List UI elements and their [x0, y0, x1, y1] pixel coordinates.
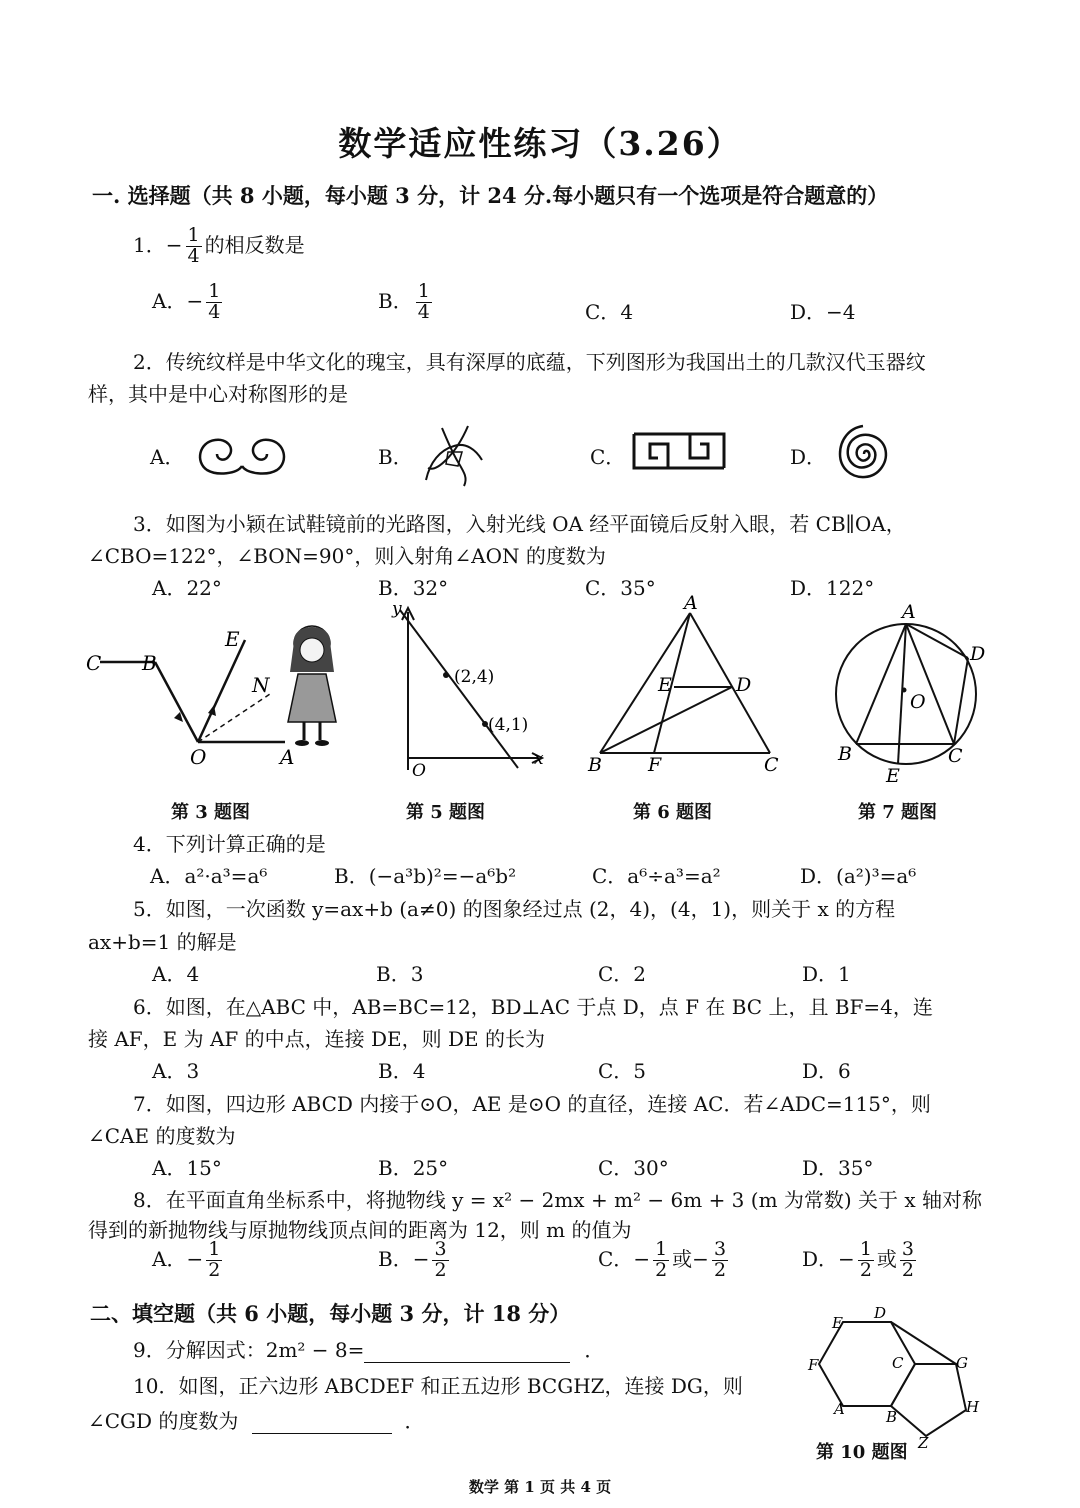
pattern-d-image — [833, 420, 895, 486]
q7-option-c[interactable]: C．30° — [598, 1156, 669, 1180]
option-text: −4 — [826, 300, 856, 324]
option-label: C． — [598, 1246, 634, 1271]
q3-option-a[interactable]: A．22° — [152, 576, 222, 600]
fig7-label-b: B — [838, 743, 852, 765]
fraction-numerator: 1 — [208, 280, 221, 302]
fig5-label-point-b: (4,1) — [488, 715, 529, 735]
option-label: D． — [790, 300, 827, 324]
question-3-line-1: 3．如图为小颖在试鞋镜前的光路图，入射光线 OA 经平面镜后反射入眼，若 CB∥OA， — [133, 512, 906, 536]
figure-3-diagram — [80, 612, 350, 787]
fig3-label-n: N — [252, 673, 270, 697]
figure-10-diagram — [806, 1302, 986, 1452]
q8-option-c[interactable] — [598, 1240, 731, 1281]
option-label: A． — [152, 288, 187, 313]
figure-7-caption: 第 7 题图 — [858, 802, 938, 823]
option-text: 4 — [620, 300, 634, 324]
figure-3-caption: 第 3 题图 — [171, 802, 251, 823]
q8-option-b[interactable] — [378, 1240, 452, 1281]
fig7-chord-ad — [906, 624, 968, 658]
fraction-numerator: 1 — [859, 1238, 872, 1260]
option-label: A． — [152, 1246, 187, 1271]
figure-5-diagram — [378, 600, 553, 785]
fig10-label-c: C — [892, 1354, 904, 1372]
question-7-line-2: ∠CAE 的度数为 — [88, 1124, 236, 1148]
q1-option-b[interactable] — [378, 282, 435, 323]
fraction-denominator: 2 — [859, 1258, 872, 1281]
question-1-minus: − — [165, 232, 183, 257]
question-1-text: 的相反数是 — [204, 232, 305, 257]
fig10-label-z: Z — [918, 1434, 929, 1452]
page-footer: 数学 第 1 页 共 4 页 — [468, 1478, 612, 1496]
question-9-stem — [133, 1334, 604, 1363]
q6-option-d[interactable]: D．6 — [802, 1059, 851, 1083]
pattern-a-image — [195, 432, 290, 478]
fig10-label-e: E — [832, 1314, 843, 1332]
fig5-point-2-4 — [443, 672, 449, 678]
q5-option-c[interactable]: C．2 — [598, 962, 647, 986]
option-label: C． — [585, 300, 621, 324]
fig6-side-ab — [600, 613, 690, 753]
question-8-line-2: 得到的新抛物线与原抛物线顶点间的距离为 12，则 m 的值为 — [88, 1218, 632, 1242]
fig7-label-d: D — [970, 643, 986, 665]
question-9-text: 9．分解因式：2m² − 8= — [133, 1338, 365, 1362]
fig6-label-f: F — [648, 754, 662, 776]
fig10-label-g: G — [956, 1354, 968, 1372]
q6-option-b[interactable]: B．4 — [378, 1059, 426, 1083]
option-label: B． — [378, 288, 413, 313]
fraction-denominator: 2 — [655, 1258, 668, 1281]
question-1-stem — [133, 226, 305, 267]
q7-option-b[interactable]: B．25° — [378, 1156, 449, 1180]
fig10-label-d: D — [874, 1304, 887, 1322]
question-2-line-1: 2．传统纹样是中华文化的瑰宝，具有深厚的底蕴，下列图形为我国出土的几款汉代玉器纹 — [133, 350, 926, 374]
option-sign: − — [692, 1246, 709, 1271]
fig5-label-x: x — [534, 749, 544, 769]
fig7-label-a: A — [902, 601, 916, 623]
fig6-label-b: B — [588, 754, 602, 776]
question-10-line-2 — [88, 1405, 424, 1434]
q2-option-a[interactable]: A． — [150, 445, 185, 469]
question-1-fraction — [186, 226, 202, 267]
option-sign: − — [186, 288, 204, 313]
q7-option-a[interactable]: A．15° — [152, 1156, 222, 1180]
fig10-label-a: A — [834, 1400, 845, 1418]
fig5-label-point-a: (2,4) — [454, 667, 495, 687]
question-5-line-2: ax+b=1 的解是 — [88, 930, 237, 954]
fig7-label-e: E — [886, 765, 900, 787]
fig5-label-y: y — [392, 600, 402, 619]
q7-option-d[interactable]: D．35° — [802, 1156, 874, 1180]
question-5-line-1: 5．如图，一次函数 y=ax+b (a≠0) 的图象经过点 (2，4)，(4，1)，则关于 x 的方程 — [133, 897, 896, 921]
q4-option-a[interactable]: A．a²·a³=a⁶ — [150, 864, 268, 888]
fraction-numerator: 1 — [187, 224, 200, 246]
q4-option-b[interactable]: B．(−a³b)²=−a⁶b² — [334, 864, 517, 888]
fraction-numerator: 3 — [713, 1238, 727, 1260]
fig10-label-f: F — [808, 1356, 819, 1374]
fig10-label-b: B — [886, 1408, 898, 1426]
fig5-function-line — [400, 610, 518, 768]
question-6-line-1: 6．如图，在△ABC 中，AB=BC=12，BD⊥AC 于点 D，点 F 在 BC 上，且 BF=4，连 — [133, 995, 933, 1019]
fig6-label-a: A — [684, 595, 698, 614]
option-join-word: 或 — [672, 1246, 693, 1271]
fraction-denominator: 4 — [208, 300, 221, 323]
figure-7-diagram — [820, 598, 1000, 790]
fig3-label-b: B — [142, 651, 157, 675]
option-label: D． — [802, 1246, 839, 1271]
fraction-numerator: 1 — [655, 1238, 668, 1260]
fraction-denominator: 2 — [434, 1258, 447, 1281]
figure-6-caption: 第 6 题图 — [633, 802, 713, 823]
q2-option-b[interactable]: B． — [378, 445, 413, 469]
fig3-label-a: A — [280, 745, 295, 769]
question-3-line-2: ∠CBO=122°，∠BON=90°，则入射角∠AON 的度数为 — [88, 544, 606, 568]
fraction-denominator: 2 — [208, 1258, 221, 1281]
fig10-label-h: H — [966, 1398, 980, 1416]
q5-option-b[interactable]: B．3 — [376, 962, 424, 986]
fraction-denominator: 4 — [417, 300, 430, 323]
question-1-number: 1． — [133, 232, 166, 257]
fig3-line-bo — [155, 662, 198, 742]
option-label: B． — [378, 1246, 413, 1271]
figure-10-caption: 第 10 题图 — [816, 1442, 908, 1463]
question-4-stem: 4．下列计算正确的是 — [133, 832, 326, 856]
fig5-label-o: O — [412, 761, 426, 781]
q2-option-d[interactable]: D． — [790, 445, 827, 469]
fig7-chord-ac — [906, 624, 954, 744]
question-9-end: ． — [584, 1338, 605, 1362]
q8-option-d[interactable] — [802, 1240, 919, 1281]
question-10-line-1: 10．如图，正六边形 ABCDEF 和正五边形 BCGHZ，连接 DG，则 — [133, 1374, 743, 1398]
fig7-label-o: O — [910, 691, 926, 713]
fig7-center-point — [902, 688, 907, 693]
figure-5-caption: 第 5 题图 — [406, 802, 486, 823]
q5-option-a[interactable]: A．4 — [152, 962, 200, 986]
q3-option-c[interactable]: C．35° — [585, 576, 656, 600]
fig7-label-c: C — [948, 745, 963, 767]
fraction-numerator: 1 — [417, 280, 430, 302]
section-2-header: 二、填空题（共 6 小题，每小题 3 分，计 18 分） — [90, 1301, 571, 1326]
q6-option-c[interactable]: C．5 — [598, 1059, 647, 1083]
fraction-denominator: 2 — [713, 1258, 727, 1281]
question-2-line-2: 样，其中是中心对称图形的是 — [88, 382, 348, 406]
option-join-word: 或 — [876, 1246, 897, 1271]
fraction-numerator: 1 — [208, 1238, 221, 1260]
q1-option-a[interactable] — [152, 282, 225, 323]
fig6-label-e: E — [658, 674, 672, 696]
fig7-chord-ab — [856, 624, 906, 744]
fig3-label-e: E — [225, 627, 240, 651]
q4-option-c[interactable]: C．a⁶÷a³=a² — [592, 864, 721, 888]
fraction-numerator: 3 — [434, 1238, 447, 1260]
fraction-denominator: 2 — [901, 1258, 914, 1281]
q10-answer-blank[interactable] — [252, 1411, 392, 1434]
fig10-pentagon — [891, 1364, 966, 1436]
pattern-b-image — [418, 422, 490, 488]
q4-option-d[interactable]: D．(a²)³=a⁶ — [800, 864, 917, 888]
q3-option-d[interactable]: D．122° — [790, 576, 875, 600]
girl-illustration — [288, 626, 336, 746]
fig6-segment-bd — [600, 687, 732, 753]
fig3-label-c: C — [86, 651, 102, 675]
fig3-label-o: O — [190, 745, 207, 769]
q6-option-a[interactable]: A．3 — [152, 1059, 200, 1083]
option-sign: − — [412, 1246, 430, 1271]
question-7-line-1: 7．如图，四边形 ABCD 内接于⊙O，AE 是⊙O 的直径，连接 AC．若∠ADC=115°，则 — [133, 1092, 931, 1116]
q1-option-d[interactable] — [790, 296, 856, 325]
page-title: 数学适应性练习（3.26） — [338, 124, 742, 163]
section-1-header: 一. 选择题（共 8 小题，每小题 3 分，计 24 分.每小题只有一个选项是符合题意的） — [92, 183, 889, 208]
fraction-numerator: 3 — [901, 1238, 914, 1260]
option-sign: − — [633, 1246, 651, 1271]
question-6-line-2: 接 AF，E 为 AF 的中点，连接 DE，则 DE 的长为 — [88, 1027, 546, 1051]
option-sign: − — [186, 1246, 204, 1271]
fig6-label-c: C — [764, 754, 779, 776]
question-8-line-1: 8．在平面直角坐标系中，将抛物线 y = x² − 2mx + m² − 6m + 3 (m 为常数) 关于 x 轴对称 — [133, 1188, 983, 1212]
q9-answer-blank[interactable] — [364, 1340, 570, 1363]
fig6-side-ac — [690, 613, 770, 753]
q8-option-a[interactable] — [152, 1240, 225, 1281]
fraction-denominator: 4 — [187, 244, 200, 267]
figure-6-diagram — [580, 595, 790, 785]
q2-option-c[interactable]: C． — [590, 445, 626, 469]
pattern-c-image — [628, 430, 730, 472]
question-10-end: ． — [404, 1409, 425, 1433]
option-sign: − — [838, 1246, 855, 1271]
fig6-label-d: D — [736, 674, 752, 696]
q3-option-b[interactable]: B．32° — [378, 576, 449, 600]
question-10-text: ∠CGD 的度数为 — [88, 1409, 239, 1433]
q5-option-d[interactable]: D．1 — [802, 962, 851, 986]
q1-option-c[interactable] — [585, 296, 633, 325]
